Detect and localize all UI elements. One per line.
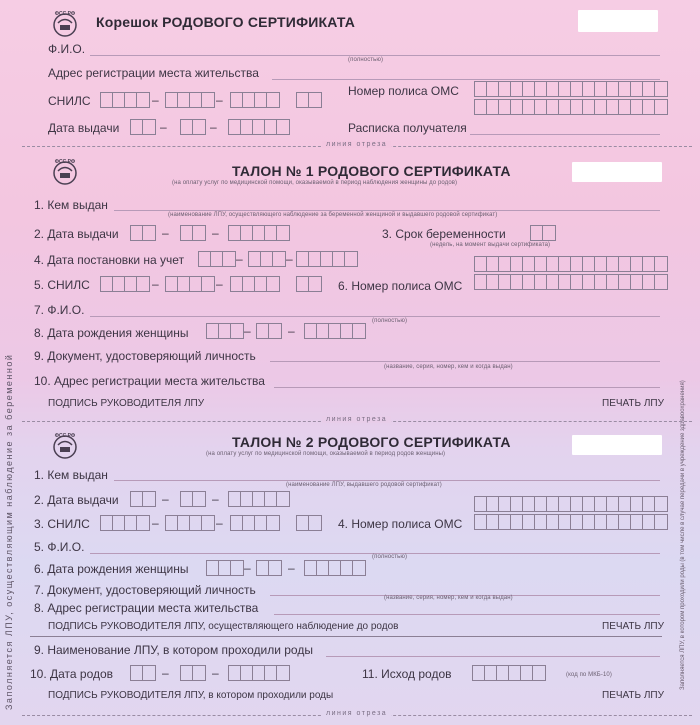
talon1-f3-hint: (недель, на момент выдачи сертификата)	[430, 242, 551, 248]
stub-fio-label: Ф.И.О.	[48, 42, 86, 56]
dash: –	[216, 516, 223, 530]
talon2-f6-month[interactable]	[256, 560, 282, 576]
talon1-f4-day[interactable]	[198, 251, 236, 267]
talon1-f4-month[interactable]	[248, 251, 286, 267]
dash: –	[152, 277, 159, 291]
dash: –	[152, 516, 159, 530]
fss-logo-icon	[50, 432, 80, 460]
dash: –	[212, 492, 219, 506]
talon2-stamp2-label: ПЕЧАТЬ ЛПУ	[602, 690, 664, 701]
dash: –	[216, 277, 223, 291]
talon1-number-blank	[572, 162, 662, 182]
talon1-f3-label: 3. Срок беременности	[382, 227, 506, 241]
talon2-f10-month[interactable]	[180, 665, 206, 681]
stub-snils-label: СНИЛС	[48, 94, 91, 108]
fss-logo-icon	[50, 10, 80, 38]
talon2-f10-day[interactable]	[130, 665, 156, 681]
dash: –	[162, 666, 169, 680]
stub-oms-boxes-1[interactable]	[474, 81, 668, 97]
talon1-oms-boxes-2[interactable]	[474, 274, 668, 290]
talon1-snils-1[interactable]	[100, 276, 150, 292]
dash: –	[244, 561, 251, 575]
talon1-stamp-label: ПЕЧАТЬ ЛПУ	[602, 398, 664, 409]
talon2-oms-boxes-1[interactable]	[474, 496, 668, 512]
talon2-f10-label: 10. Дата родов	[30, 667, 114, 681]
talon1-f8-year[interactable]	[304, 323, 366, 339]
stub-oms-label: Номер полиса ОМС	[348, 84, 459, 98]
talon1-f7-hint: (полностью)	[372, 318, 408, 324]
stub-snils-boxes-4[interactable]	[296, 92, 322, 108]
talon1-snils-2[interactable]	[165, 276, 215, 292]
cut-line-label: линия отреза	[322, 416, 391, 423]
talon2-f1-label: 1. Кем выдан	[34, 468, 108, 482]
talon1-f9-hint: (название, серия, номер, кем и когда выдан)	[384, 364, 513, 370]
talon2-snils-1[interactable]	[100, 515, 150, 531]
talon2-f6-day[interactable]	[206, 560, 244, 576]
stub-address-label: Адрес регистрации места жительства	[48, 66, 259, 80]
stub-fio-line[interactable]	[90, 55, 660, 56]
talon2-side-note: Заполняется ЛПУ, в котором проходили роды (в том числе в случае передачи в учреждение здравоохранения)	[680, 380, 686, 690]
dash: –	[162, 492, 169, 506]
dash: –	[162, 226, 169, 240]
talon2-f6-year[interactable]	[304, 560, 366, 576]
talon1-f9-line[interactable]	[270, 361, 660, 362]
talon2-f1-line[interactable]	[114, 480, 660, 481]
talon2-sign2-label: ПОДПИСЬ РУКОВОДИТЕЛЯ ЛПУ, в котором проходили роды	[48, 690, 334, 701]
stub-issue-date-label: Дата выдачи	[48, 121, 120, 135]
talon1-f1-line[interactable]	[114, 210, 660, 211]
dash: –	[160, 120, 167, 134]
stub-snils-boxes-3[interactable]	[230, 92, 280, 108]
stub-receipt-line[interactable]	[470, 134, 660, 135]
talon2-f9-label: 9. Наименование ЛПУ, в котором проходили роды	[34, 643, 313, 657]
stub-date-year[interactable]	[228, 119, 290, 135]
talon1-f8-day[interactable]	[206, 323, 244, 339]
talon1-f9-label: 9. Документ, удостоверяющий личность	[34, 349, 256, 363]
talon2-f7-label: 7. Документ, удостоверяющий личность	[34, 583, 256, 597]
dash: –	[288, 561, 295, 575]
talon1-f4-year[interactable]	[296, 251, 358, 267]
stub-number-blank	[578, 10, 658, 32]
talon2-snils-3[interactable]	[230, 515, 280, 531]
talon1-title: ТАЛОН № 1 РОДОВОГО СЕРТИФИКАТА	[232, 163, 511, 179]
talon1-f2-month[interactable]	[180, 225, 206, 241]
talon2-f5-label: 5. Ф.И.О.	[34, 540, 85, 554]
talon2-f11-boxes[interactable]	[472, 665, 546, 681]
talon1-f4-label: 4. Дата постановки на учет	[34, 253, 185, 267]
dash: –	[212, 226, 219, 240]
talon2-f9-line[interactable]	[326, 656, 660, 657]
stub-fio-hint: (полностью)	[348, 57, 384, 63]
talon2-stamp1-label: ПЕЧАТЬ ЛПУ	[602, 621, 664, 632]
cut-line-label: линия отреза	[322, 141, 391, 148]
dash: –	[236, 252, 243, 266]
talon2-f2-label: 2. Дата выдачи	[34, 493, 119, 507]
stub-title: Корешок РОДОВОГО СЕРТИФИКАТА	[96, 14, 356, 30]
talon2-sign1-label: ПОДПИСЬ РУКОВОДИТЕЛЯ ЛПУ, осуществляющего наблюдение до родов	[48, 621, 399, 632]
dash: –	[152, 93, 159, 107]
talon2-f2-day[interactable]	[130, 491, 156, 507]
talon1-sign-label: ПОДПИСЬ РУКОВОДИТЕЛЯ ЛПУ	[48, 398, 205, 409]
talon1-f7-label: 7. Ф.И.О.	[34, 303, 85, 317]
talon1-f10-label: 10. Адрес регистрации места жительства	[34, 374, 265, 388]
talon2-f11-label: 11. Исход родов	[362, 667, 452, 681]
dash: –	[244, 324, 251, 338]
talon2-f6-label: 6. Дата рождения женщины	[34, 562, 189, 576]
talon2-subtitle: (на оплату услуг по медицинской помощи, оказываемой в период родов женщины)	[206, 451, 446, 457]
talon2-f1-hint: (наименование ЛПУ, выдавшего родовой сертификат)	[286, 482, 442, 488]
talon1-snils-4[interactable]	[296, 276, 322, 292]
fss-logo-icon	[50, 158, 80, 186]
talon1-f8-label: 8. Дата рождения женщины	[34, 326, 189, 340]
talon1-f8-month[interactable]	[256, 323, 282, 339]
stub-address-line[interactable]	[272, 79, 660, 80]
stub-receipt-label: Расписка получателя	[348, 121, 467, 135]
svg-text:ФСС РФ: ФСС РФ	[54, 11, 76, 17]
talon2-f3-label: 3. СНИЛС	[34, 517, 90, 531]
svg-text:ФСС РФ: ФСС РФ	[54, 433, 76, 439]
talon2-f8-line[interactable]	[274, 614, 660, 615]
dash: –	[212, 666, 219, 680]
talon2-snils-2[interactable]	[165, 515, 215, 531]
talon2-f2-month[interactable]	[180, 491, 206, 507]
talon2-f11-hint: (код по МКБ-10)	[566, 672, 612, 678]
dash: –	[210, 120, 217, 134]
talon1-snils-3[interactable]	[230, 276, 280, 292]
talon1-f3-boxes[interactable]	[530, 225, 556, 241]
dash: –	[216, 93, 223, 107]
talon2-snils-4[interactable]	[296, 515, 322, 531]
talon1-f6-label: 6. Номер полиса ОМС	[338, 279, 463, 293]
stub-date-month[interactable]	[180, 119, 206, 135]
talon1-f2-label: 2. Дата выдачи	[34, 227, 119, 241]
dash: –	[286, 252, 293, 266]
stub-oms-boxes-2[interactable]	[474, 99, 668, 115]
talon1-f10-line[interactable]	[274, 387, 660, 388]
stub-snils-boxes-2[interactable]	[165, 92, 215, 108]
talon1-f1-hint: (наименование ЛПУ, осуществляющего наблюдение за беременной женщиной и выдавшего родовой сертификат)	[168, 212, 498, 218]
talon2-f10-year[interactable]	[228, 665, 290, 681]
talon1-f2-year[interactable]	[228, 225, 290, 241]
talon1-subtitle: (на оплату услуг по медицинской помощи, оказываемой в период наблюдения женщины до родов)	[172, 180, 458, 186]
dash: –	[288, 324, 295, 338]
talon2-f6-hint: (полностью)	[372, 554, 408, 560]
talon2-oms-boxes-2[interactable]	[474, 514, 668, 530]
talon2-number-blank	[572, 435, 662, 455]
talon1-f1-label: 1. Кем выдан	[34, 198, 108, 212]
svg-text:ФСС РФ: ФСС РФ	[54, 159, 76, 165]
talon2-f4-label: 4. Номер полиса ОМС	[338, 517, 463, 531]
talon2-f7-hint: (название, серия, номер, кем и когда выдан)	[384, 595, 513, 601]
talon1-oms-boxes-1[interactable]	[474, 256, 668, 272]
talon1-f7-line[interactable]	[90, 316, 660, 317]
talon2-f2-year[interactable]	[228, 491, 290, 507]
talon2-separator	[30, 636, 662, 637]
talon1-f5-label: 5. СНИЛС	[34, 278, 90, 292]
talon2-title: ТАЛОН № 2 РОДОВОГО СЕРТИФИКАТА	[232, 434, 511, 450]
cut-line-label: линия отреза	[322, 710, 391, 717]
side-instruction: Заполняется ЛПУ, осуществляющим наблюдение за беременной	[4, 353, 14, 710]
stub-snils-boxes-1[interactable]	[100, 92, 150, 108]
talon2-f8-label: 8. Адрес регистрации места жительства	[34, 601, 259, 615]
talon1-f2-day[interactable]	[130, 225, 156, 241]
stub-date-day[interactable]	[130, 119, 156, 135]
